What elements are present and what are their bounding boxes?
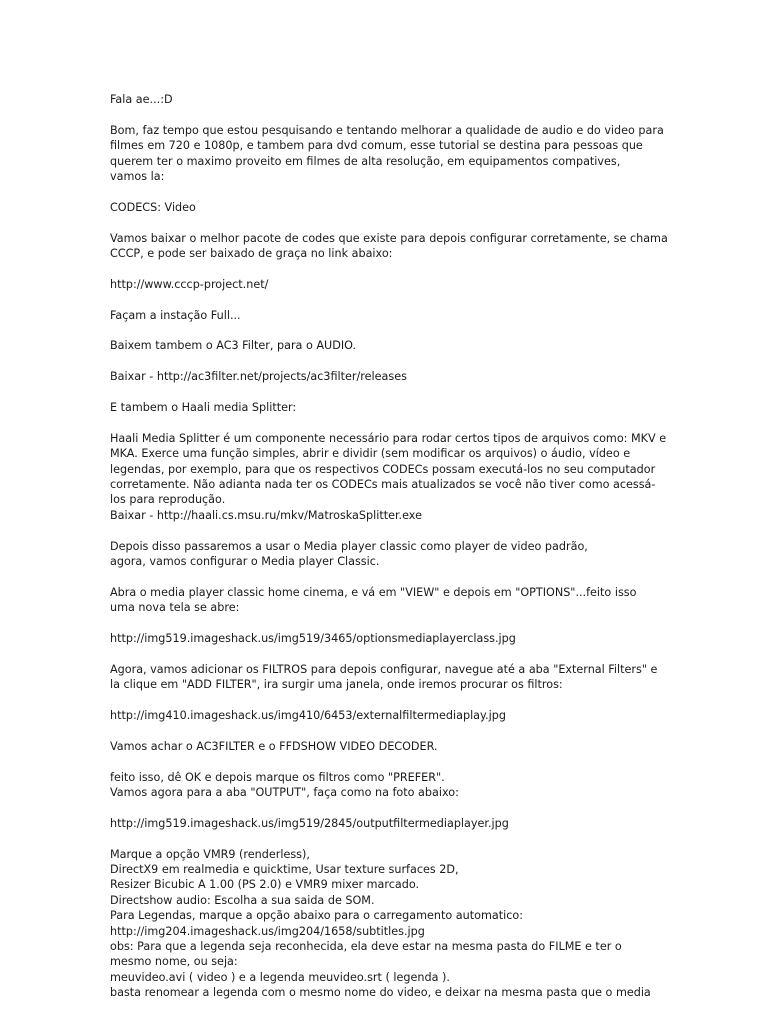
paragraph-greeting [110,92,670,107]
paragraph-cccp [110,231,670,262]
paragraph-output-link [110,816,670,831]
text-line: Vamos achar o AC3FILTER e o FFDSHOW VIDEO DECODER. [110,739,438,753]
text-line: la clique em "ADD FILTER", ira surgir uma janela, onde iremos procurar os filtros: [110,678,563,692]
text-line: Fala ae...:D [110,93,173,106]
paragraph-cccp-link [110,277,670,292]
text-line: Agora, vamos adicionar os FILTROS para depois configurar, navegue até a aba "External Filters" e [110,662,658,676]
text-line: Resizer Bicubic A 1.00 (PS 2.0) e VMR9 mixer marcado. [110,878,420,892]
text-line: querem ter o maximo proveito em filmes de alta resolução, em equipamentos compatives, [110,154,621,168]
url-text: Baixar - http://haali.cs.msu.ru/mkv/MatroskaSplitter.exe [110,508,422,522]
text-line: Directshow audio: Escolha a sua saida de SOM. [110,893,375,907]
paragraph-options-link [110,631,670,646]
paragraph-prefer [110,770,670,801]
paragraph-ac3-link [110,369,670,384]
text-line: Abra o media player classic home cinema, e vá em "VIEW" e depois em "OPTIONS"...feito isso [110,585,637,599]
text-line: Vamos agora para a aba "OUTPUT", faça como na foto abaixo: [110,786,459,800]
text-line: Façam a instação Full... [110,308,241,322]
paragraph-ac3filter [110,739,670,754]
text-line: Para Legendas, marque a opção abaixo para o carregamento automatico: [110,909,523,923]
text-line: CCCP, e pode ser baixado de graça no link abaixo: [110,247,393,261]
text-line: DirectX9 em realmedia e quicktime, Usar texture surfaces 2D, [110,863,459,877]
paragraph-mpc [110,539,670,570]
text-line: Baixem tambem o AC3 Filter, para o AUDIO. [110,339,357,353]
text-line: legendas, por exemplo, para que os respectivos CODECs possam executá-los no seu computador [110,462,656,476]
text-line: Bom, faz tempo que estou pesquisando e tentando melhorar a qualidade de audio e do video para [110,123,664,137]
url-text: http://img410.imageshack.us/img410/6453/externalfiltermediaplay.jpg [110,709,506,723]
url-text: http://img519.imageshack.us/img519/2845/outputfiltermediaplayer.jpg [110,816,509,830]
text-line: CODECS: Video [110,200,196,214]
text-line: agora, vamos configurar o Media player Classic. [110,555,380,569]
url-text: Baixar - http://ac3filter.net/projects/ac3filter/releases [110,370,407,384]
text-line: MKA. Exerce uma função simples, abrir e dividir (sem modificar os arquivos) o áudio, vídeo e [110,447,631,461]
paragraph-haali [110,431,670,523]
text-line: Marque a opção VMR9 (renderless), [110,847,310,861]
text-line: Depois disso passaremos a usar o Media player classic como player de video padrão, [110,539,588,553]
text-line: filmes em 720 e 1080p, e tambem para dvd comum, esse tutorial se destina para pessoas que [110,139,643,153]
text-line: vamos la: [110,170,165,184]
url-text: http://img204.imageshack.us/img204/1658/subtitles.jpg [110,924,425,938]
url-text: http://www.cccp-project.net/ [110,277,269,291]
url-text: http://img519.imageshack.us/img519/3465/optionsmediaplayerclass.jpg [110,632,516,646]
text-line: basta renomear a legenda com o mesmo nome do video, e deixar na mesma pasta que o media [110,986,651,1000]
document-page [110,92,670,1001]
text-line: corretamente. Não adianta nada ter os CODECs mais atualizados se você não tiver como acessá- [110,478,656,492]
text-line: E tambem o Haali media Splitter: [110,401,297,414]
paragraph-ac3 [110,338,670,353]
paragraph-haali-intro [110,400,670,415]
text-line: Vamos baixar o melhor pacote de codes que existe para depois configurar corretamente, se chama [110,231,668,245]
paragraph-intro [110,123,670,185]
text-line: Haali Media Splitter é um componente necessário para rodar certos tipos de arquivos como: MKV e [110,431,667,445]
text-line: meuvideo.avi ( video ) e a legenda meuvideo.srt ( legenda ). [110,970,450,984]
paragraph-install [110,308,670,323]
paragraph-filters [110,662,670,693]
text-line: feito isso, dê OK e depois marque os filtros como "PREFER". [110,770,445,784]
text-line: los para reprodução. [110,493,226,507]
text-line: mesmo nome, ou seja: [110,955,238,969]
paragraph-vmr9 [110,847,670,1001]
text-line: obs: Para que a legenda seja reconhecida, ela deve estar na mesma pasta do FILME e ter o [110,940,622,954]
section-heading-codecs [110,200,670,215]
paragraph-filters-link [110,708,670,723]
text-line: uma nova tela se abre: [110,601,240,615]
paragraph-options [110,585,670,616]
